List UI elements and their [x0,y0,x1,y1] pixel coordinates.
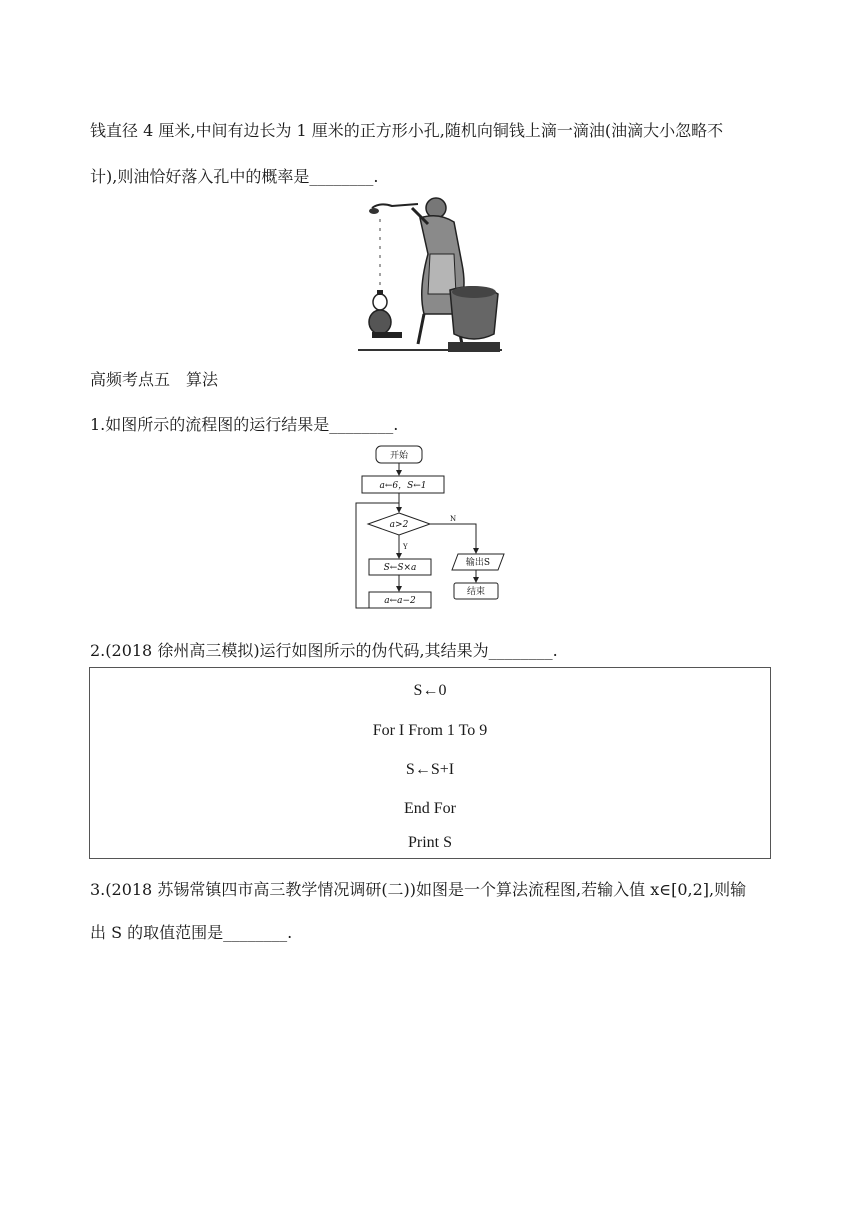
flowchart-decision-label: a>2 [389,520,409,530]
problem-text-line: 钱直径 4 厘米,中间有边长为 1 厘米的正方形小孔,随机向铜钱上滴一滴油(油滴大小忽略不 [90,121,724,140]
pseudocode-box [89,667,771,859]
question-2-text: 2.(2018 徐州高三模拟)运行如图所示的伪代码,其结果为________. [90,641,558,660]
flowchart-no-label: N [450,515,457,523]
flowchart-diagram [340,438,520,623]
flowchart-init-label: a←6，S←1 [379,481,427,491]
pseudocode-line: S←S+I [405,761,455,778]
question-1-text: 1.如图所示的流程图的运行结果是________. [90,415,399,434]
flowchart-output-label: 输出S [465,558,491,568]
pseudocode-line: S←0 [413,682,447,699]
flowchart-multiply-label: S←S×a [383,563,417,573]
flowchart-yes-label: Y [403,543,408,551]
pseudocode-line: For I From 1 To 9 [372,722,488,739]
pseudocode-line: End For [404,800,456,817]
question-3-text: 3.(2018 苏锡常镇四市高三教学情况调研(二))如图是一个算法流程图,若输入值 x∈[0,2],则输 [90,880,747,899]
question-3-text: 出 S 的取值范围是________. [90,923,293,942]
flowchart-decrement-label: a←a−2 [384,596,416,606]
problem-text-line: 计),则油恰好落入孔中的概率是________. [90,167,379,186]
pseudocode-line: Print S [407,834,452,851]
oil-seller-illustration [358,194,502,354]
flowchart-end-label: 结束 [466,587,486,597]
flowchart-start-label: 开始 [389,451,409,461]
section-heading: 高频考点五 算法 [90,370,219,389]
